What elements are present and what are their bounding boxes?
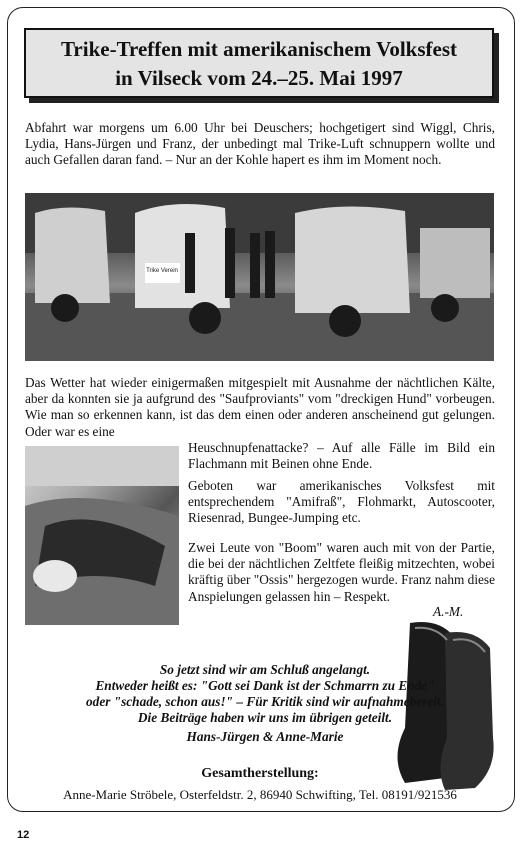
closing-remarks (30, 662, 500, 745)
title-line-1: Trike-Treffen mit amerikanischem Volksfest (60, 37, 458, 61)
paragraph-hayfever: Heuschnupfenattacke? – Auf alle Fälle im Bild ein Flachmann mit Beinen ohne Ende. (188, 440, 495, 472)
title-line-2: in Vilseck vom 24.–25. Mai 1997 (115, 66, 403, 90)
photo-banner-text: Trike Verein (146, 268, 178, 274)
paragraph-departure: Abfahrt war morgens um 6.00 Uhr bei Deuschers; hochgetigert sind Wiggl, Chris, Lydia, Hans-Jürgen und Franz, der unbedingt mal Trike-Luft schnuppern wollte und auch Gefallen daran fand. – Nur an der Kohle hapert es ihm im Moment noch. (25, 120, 495, 168)
photo-person-lying (25, 446, 179, 625)
closing-authors: Hans-Jürgen & Anne-Marie (186, 729, 344, 744)
photo-person-illustration (25, 446, 179, 625)
credits-line: Anne-Marie Ströbele, Osterfeldstr. 2, 86940 Schwifting, Tel. 08191/921536 (63, 787, 457, 802)
closing-line-1: So jetzt sind wir am Schluß angelangt. (159, 662, 371, 677)
closing-line-3: oder "schade, schon aus!" – Für Kritik sind wir aufnahmebereit. (86, 694, 444, 709)
closing-line-4: Die Beiträge haben wir uns im übrigen geteilt. (137, 710, 393, 725)
photo-trikes-caravans (25, 193, 494, 361)
paragraph-boom: Zwei Leute von "Boom" waren auch mit von der Partie, die bei der nächtlichen Zeltfete fleißig mitzechten, wobei kräftig über "Ossis" hergezogen wurde. Franz nahm diese Anspielungen gelassen hin – Respekt. (188, 540, 495, 604)
page-number: 12 (17, 829, 30, 841)
credits-heading: Gesamtherstellung: (201, 766, 319, 781)
title-box (24, 28, 494, 98)
paragraph-weather: Das Wetter hat wieder einigermaßen mitgespielt mit Ausnahme der nächtlichen Kälte, aber da konnten sie ja aufgrund des "Saufproviants" vom "dreckigen Hund" vorbeugen. Wie man so erkennen kann, ist das dem einen oder anderen anscheinend gut gelungen. Oder war es eine (25, 375, 495, 439)
closing-line-2: Entweder heißt es: "Gott sei Dank ist der Schmarrn zu Ende" (95, 678, 435, 693)
signature-am: A.-M. (433, 604, 464, 619)
paragraph-volksfest: Geboten war amerikanisches Volksfest mit entsprechendem "Amifraß", Flohmarkt, Autoscooter, Riesenrad, Bungee-Jumping etc. (188, 478, 495, 526)
photo-trikes-illustration (25, 193, 494, 361)
